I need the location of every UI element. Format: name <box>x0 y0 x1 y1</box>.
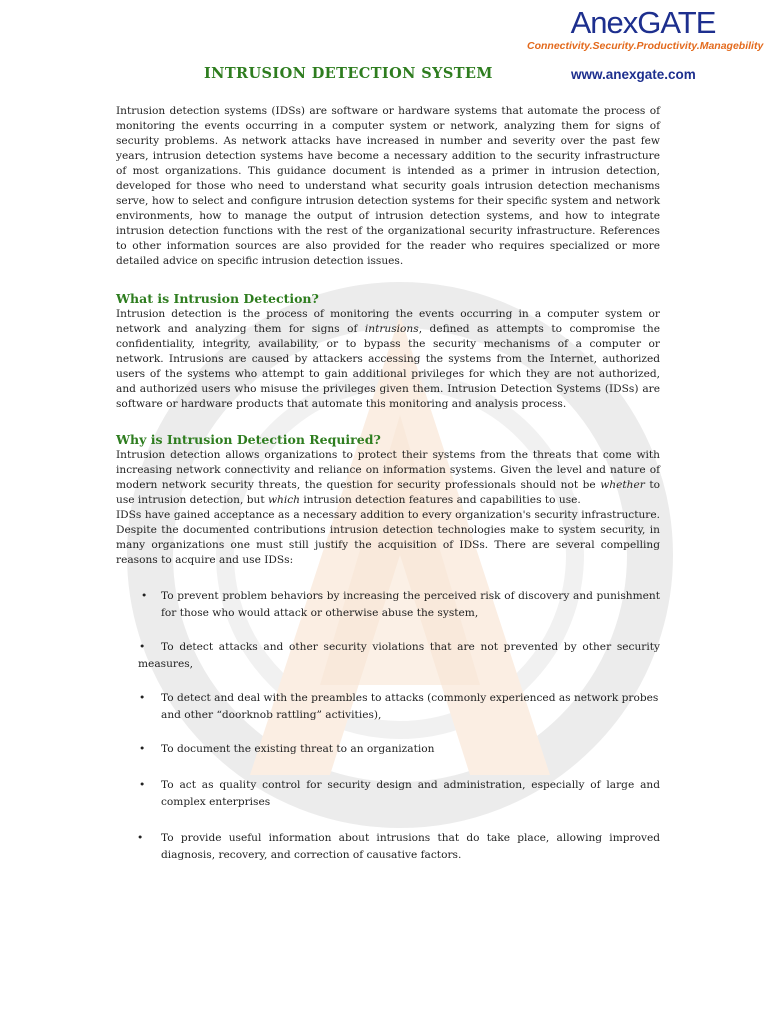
rationale-paragraph: Intrusion detection allows organizations to protect their systems from the threats that come with increasing network connectivity and reliance on information systems. Given the level and nature of modern network security threats, the question for security professionals should not be whether to use intrusion detection, but which intrusion detection features and capabilities to use. <box>116 449 660 506</box>
bullet-icon: • <box>137 832 144 844</box>
list-item: • To detect attacks and other security violations that are not prevented by other security measures, <box>138 641 660 670</box>
list-item: • To prevent problem behaviors by increasing the perceived risk of discovery and punishment for those who would attack or otherwise abuse the system, <box>141 590 660 619</box>
list-item: • To provide useful information about intrusions that do take place, allowing improved diagnosis, recovery, and correction of causative factors. <box>137 832 660 861</box>
acceptance-paragraph: IDSs have gained acceptance as a necessary addition to every organization's security infrastructure. Despite the documented contributions intrusion detection technologies make to system security, in many organizations one must still justify the acquisition of IDSs. There are several compelling reasons to acquire and use IDSs: <box>116 509 660 566</box>
intro-paragraph: Intrusion detection systems (IDSs) are software or hardware systems that automate the process of monitoring the events occurring in a computer system or network, analyzing them for signs of security problems. As network attacks have increased in number and severity over the past few years, intrusion detection systems have become a necessary addition to the security infrastructure of most organizations. This guidance document is intended as a primer in intrusion detection, developed for those who need to understand what security goals intrusion detection mechanisms serve, how to select and configure intrusion detection systems for their specific system and network environments, how to manage the output of intrusion detection systems, and how to integrate intrusion detection functions with the rest of the organizational security infrastructure. References to other information sources are also provided for the reader who requires specialized or more detailed advice on specific intrusion detection issues. <box>116 105 660 267</box>
definition-paragraph: Intrusion detection is the process of monitoring the events occurring in a computer system or network and analyzing them for signs of intrusions, defined as attempts to compromise the confidentiality, integrity, availability, or to bypass the security mechanisms of a computer or network. Intrusions are caused by attackers accessing the systems from the Internet, authorized users of the systems who attempt to gain additional privileges for which they are not authorized, and authorized users who misuse the privileges given them. Intrusion Detection Systems (IDSs) are software or hardware products that automate this monitoring and analysis process. <box>116 308 660 410</box>
section-heading-what: What is Intrusion Detection? <box>116 291 319 306</box>
list-item: • To act as quality control for security design and administration, especially of large and complex enterprises <box>139 779 660 808</box>
company-logo <box>527 5 764 53</box>
logo-wordmark: AnexGATE <box>570 5 716 40</box>
logo-tagline: Connectivity.Security.Productivity.Managebility <box>527 40 764 52</box>
bullet-icon: • <box>139 743 146 755</box>
document-body <box>116 104 660 864</box>
bullet-icon: • <box>139 779 146 791</box>
list-item: • To document the existing threat to an organization <box>116 741 660 758</box>
bullet-icon: • <box>139 692 146 704</box>
bullet-icon: • <box>141 590 148 602</box>
website-link[interactable]: www.anexgate.com <box>571 67 696 82</box>
section-heading-why: Why is Intrusion Detection Required? <box>116 432 381 447</box>
document-title: INTRUSION DETECTION SYSTEM <box>204 65 493 82</box>
list-item: • To detect and deal with the preambles to attacks (commonly experienced as network probes and other “doorknob rattling” activities), <box>139 692 659 721</box>
reasons-list <box>116 588 660 864</box>
bullet-icon: • <box>139 641 146 653</box>
